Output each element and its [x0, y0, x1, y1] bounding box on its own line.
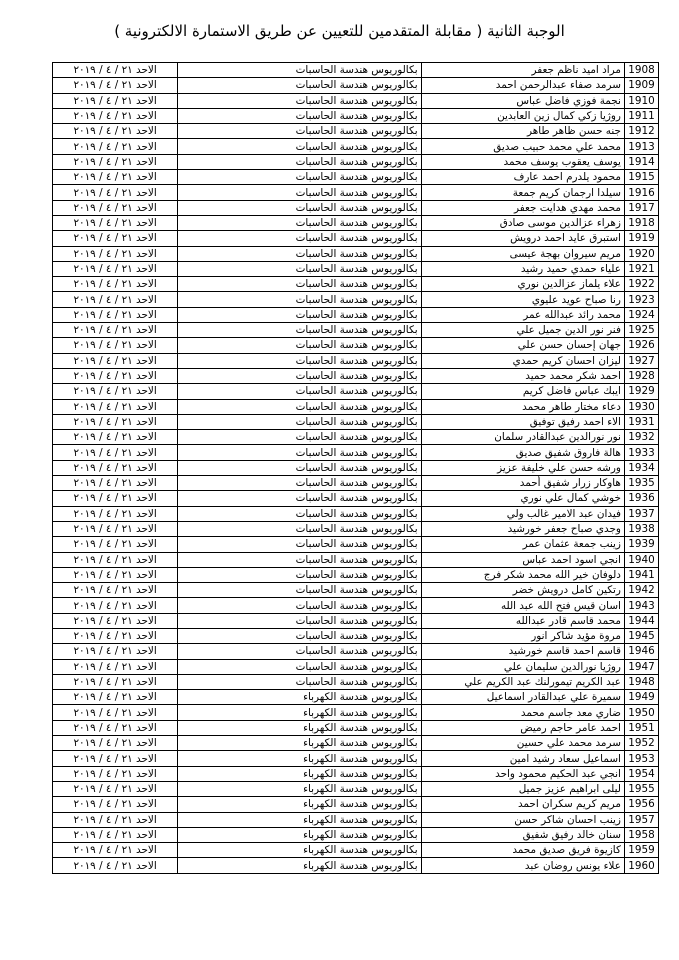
applicant-name-cell: زهراء عزالدين موسى صادق [421, 215, 624, 230]
table-row [53, 323, 659, 338]
table-row [53, 63, 659, 78]
applicant-name-cell: دلوفان خير الله محمد شكر فرج [421, 567, 624, 582]
row-number-cell: 1933 [624, 445, 658, 460]
degree-cell: بكالوريوس هندسة الحاسبات [178, 277, 421, 292]
applicant-name-cell: اسان قيس فتح الله عبد الله [421, 598, 624, 613]
table-row [53, 567, 659, 582]
interview-date-cell: الاحد ٢١ / ٤ / ٢٠١٩ [53, 537, 178, 552]
degree-cell: بكالوريوس هندسة الحاسبات [178, 368, 421, 383]
applicant-name-cell: اسماعيل سعاد رشيد امين [421, 751, 624, 766]
row-number-cell: 1938 [624, 521, 658, 536]
applicant-name-cell: قاسم احمد قاسم خورشيد [421, 644, 624, 659]
row-number-cell: 1913 [624, 139, 658, 154]
interview-date-cell: الاحد ٢١ / ٤ / ٢٠١٩ [53, 736, 178, 751]
row-number-cell: 1908 [624, 63, 658, 78]
degree-cell: بكالوريوس هندسة الكهرباء [178, 843, 421, 858]
table-row [53, 170, 659, 185]
row-number-cell: 1925 [624, 323, 658, 338]
applicant-name-cell: مريم سيروان بهجة عيسى [421, 246, 624, 261]
applicant-name-cell: روژيا نورالدين سليمان علي [421, 659, 624, 674]
table-row [53, 353, 659, 368]
row-number-cell: 1931 [624, 414, 658, 429]
interview-date-cell: الاحد ٢١ / ٤ / ٢٠١٩ [53, 827, 178, 842]
table-row [53, 277, 659, 292]
degree-cell: بكالوريوس هندسة الحاسبات [178, 246, 421, 261]
applicant-name-cell: الاء احمد رفيق توفيق [421, 414, 624, 429]
interview-date-cell: الاحد ٢١ / ٤ / ٢٠١٩ [53, 399, 178, 414]
table-row [53, 261, 659, 276]
degree-cell: بكالوريوس هندسة الحاسبات [178, 491, 421, 506]
degree-cell: بكالوريوس هندسة الحاسبات [178, 93, 421, 108]
table-row [53, 812, 659, 827]
row-number-cell: 1945 [624, 628, 658, 643]
applicant-name-cell: علياء حمدي حميد رشيد [421, 261, 624, 276]
row-number-cell: 1957 [624, 812, 658, 827]
interview-date-cell: الاحد ٢١ / ٤ / ٢٠١٩ [53, 628, 178, 643]
table-row [53, 200, 659, 215]
row-number-cell: 1950 [624, 705, 658, 720]
degree-cell: بكالوريوس هندسة الكهرباء [178, 690, 421, 705]
table-row [53, 476, 659, 491]
interview-date-cell: الاحد ٢١ / ٤ / ٢٠١٩ [53, 552, 178, 567]
row-number-cell: 1960 [624, 858, 658, 873]
row-number-cell: 1937 [624, 506, 658, 521]
interview-date-cell: الاحد ٢١ / ٤ / ٢٠١٩ [53, 124, 178, 139]
row-number-cell: 1941 [624, 567, 658, 582]
interview-date-cell: الاحد ٢١ / ٤ / ٢٠١٩ [53, 491, 178, 506]
applicant-name-cell: نور نورالدين عبدالقادر سلمان [421, 430, 624, 445]
applicant-name-cell: ليلى ابراهيم عزيز جميل [421, 781, 624, 796]
table-row [53, 766, 659, 781]
applicant-name-cell: ليزان احسان كريم حمدي [421, 353, 624, 368]
row-number-cell: 1927 [624, 353, 658, 368]
interview-date-cell: الاحد ٢١ / ٤ / ٢٠١٩ [53, 215, 178, 230]
degree-cell: بكالوريوس هندسة الحاسبات [178, 261, 421, 276]
table-row [53, 521, 659, 536]
degree-cell: بكالوريوس هندسة الكهرباء [178, 858, 421, 873]
degree-cell: بكالوريوس هندسة الحاسبات [178, 139, 421, 154]
row-number-cell: 1946 [624, 644, 658, 659]
applicant-name-cell: عبد الكريم تيمورلنك عبد الكريم علي [421, 674, 624, 689]
table-row [53, 552, 659, 567]
degree-cell: بكالوريوس هندسة الكهرباء [178, 797, 421, 812]
applicant-name-cell: وجدي صباح جعفر خورشيد [421, 521, 624, 536]
degree-cell: بكالوريوس هندسة الحاسبات [178, 445, 421, 460]
table-row [53, 384, 659, 399]
applicants-table-body [53, 63, 659, 874]
row-number-cell: 1923 [624, 292, 658, 307]
row-number-cell: 1948 [624, 674, 658, 689]
table-row [53, 843, 659, 858]
interview-date-cell: الاحد ٢١ / ٤ / ٢٠١٩ [53, 674, 178, 689]
table-row [53, 139, 659, 154]
row-number-cell: 1934 [624, 460, 658, 475]
degree-cell: بكالوريوس هندسة الحاسبات [178, 414, 421, 429]
applicant-name-cell: فنر نور الدين جميل علي [421, 323, 624, 338]
degree-cell: بكالوريوس هندسة الحاسبات [178, 552, 421, 567]
interview-date-cell: الاحد ٢١ / ٤ / ٢٠١٩ [53, 506, 178, 521]
degree-cell: بكالوريوس هندسة الكهرباء [178, 812, 421, 827]
applicant-name-cell: فيدان عبد الامير غالب ولي [421, 506, 624, 521]
row-number-cell: 1944 [624, 613, 658, 628]
table-row [53, 445, 659, 460]
degree-cell: بكالوريوس هندسة الحاسبات [178, 124, 421, 139]
interview-date-cell: الاحد ٢١ / ٤ / ٢٠١٩ [53, 261, 178, 276]
applicant-name-cell: ورشه حسن علي خليفة عزيز [421, 460, 624, 475]
table-row [53, 154, 659, 169]
applicant-name-cell: هاوكار زرار شفيق أحمد [421, 476, 624, 491]
row-number-cell: 1932 [624, 430, 658, 445]
interview-date-cell: الاحد ٢١ / ٤ / ٢٠١٩ [53, 368, 178, 383]
row-number-cell: 1928 [624, 368, 658, 383]
degree-cell: بكالوريوس هندسة الحاسبات [178, 659, 421, 674]
degree-cell: بكالوريوس هندسة الحاسبات [178, 644, 421, 659]
row-number-cell: 1920 [624, 246, 658, 261]
table-row [53, 108, 659, 123]
table-row [53, 491, 659, 506]
applicant-name-cell: محمد قاسم قادر عبدالله [421, 613, 624, 628]
applicant-name-cell: انجي اسود احمد عباس [421, 552, 624, 567]
applicant-name-cell: هالة فاروق شفيق صديق [421, 445, 624, 460]
degree-cell: بكالوريوس هندسة الحاسبات [178, 598, 421, 613]
table-row [53, 246, 659, 261]
row-number-cell: 1959 [624, 843, 658, 858]
applicant-name-cell: علاء يونس روضان عبد [421, 858, 624, 873]
table-row [53, 705, 659, 720]
row-number-cell: 1916 [624, 185, 658, 200]
table-row [53, 506, 659, 521]
degree-cell: بكالوريوس هندسة الكهرباء [178, 766, 421, 781]
degree-cell: بكالوريوس هندسة الكهرباء [178, 736, 421, 751]
applicant-name-cell: احمد عامر حاجم رميض [421, 720, 624, 735]
interview-date-cell: الاحد ٢١ / ٤ / ٢٠١٩ [53, 277, 178, 292]
degree-cell: بكالوريوس هندسة الحاسبات [178, 307, 421, 322]
row-number-cell: 1952 [624, 736, 658, 751]
table-row [53, 781, 659, 796]
interview-date-cell: الاحد ٢١ / ٤ / ٢٠١٩ [53, 170, 178, 185]
row-number-cell: 1956 [624, 797, 658, 812]
table-row [53, 736, 659, 751]
row-number-cell: 1909 [624, 78, 658, 93]
applicants-table [52, 62, 659, 874]
row-number-cell: 1949 [624, 690, 658, 705]
table-row [53, 231, 659, 246]
degree-cell: بكالوريوس هندسة الحاسبات [178, 460, 421, 475]
applicant-name-cell: سميرة علي عبدالقادر اسماعيل [421, 690, 624, 705]
interview-date-cell: الاحد ٢١ / ٤ / ٢٠١٩ [53, 460, 178, 475]
applicant-name-cell: محمد مهدي هدايت جعفر [421, 200, 624, 215]
interview-date-cell: الاحد ٢١ / ٤ / ٢٠١٩ [53, 353, 178, 368]
applicant-name-cell: سرمد محمد علي حسين [421, 736, 624, 751]
table-row [53, 460, 659, 475]
row-number-cell: 1939 [624, 537, 658, 552]
degree-cell: بكالوريوس هندسة الحاسبات [178, 353, 421, 368]
degree-cell: بكالوريوس هندسة الحاسبات [178, 430, 421, 445]
interview-date-cell: الاحد ٢١ / ٤ / ٢٠١٩ [53, 797, 178, 812]
row-number-cell: 1953 [624, 751, 658, 766]
degree-cell: بكالوريوس هندسة الحاسبات [178, 476, 421, 491]
applicant-name-cell: جنه حسن ظاهر طاهر [421, 124, 624, 139]
interview-date-cell: الاحد ٢١ / ٤ / ٢٠١٩ [53, 292, 178, 307]
degree-cell: بكالوريوس هندسة الحاسبات [178, 108, 421, 123]
applicant-name-cell: زينب جمعة عثمان عمر [421, 537, 624, 552]
degree-cell: بكالوريوس هندسة الكهرباء [178, 751, 421, 766]
interview-date-cell: الاحد ٢١ / ٤ / ٢٠١٩ [53, 567, 178, 582]
degree-cell: بكالوريوس هندسة الحاسبات [178, 537, 421, 552]
interview-date-cell: الاحد ٢١ / ٤ / ٢٠١٩ [53, 583, 178, 598]
degree-cell: بكالوريوس هندسة الحاسبات [178, 613, 421, 628]
table-row [53, 690, 659, 705]
row-number-cell: 1915 [624, 170, 658, 185]
degree-cell: بكالوريوس هندسة الحاسبات [178, 231, 421, 246]
row-number-cell: 1911 [624, 108, 658, 123]
applicant-name-cell: استبرق عايد احمد درويش [421, 231, 624, 246]
degree-cell: بكالوريوس هندسة الحاسبات [178, 521, 421, 536]
applicant-name-cell: انجي عبد الحكيم محمود واحد [421, 766, 624, 781]
interview-date-cell: الاحد ٢١ / ٤ / ٢٠١٩ [53, 384, 178, 399]
row-number-cell: 1919 [624, 231, 658, 246]
table-row [53, 430, 659, 445]
table-row [53, 338, 659, 353]
row-number-cell: 1910 [624, 93, 658, 108]
degree-cell: بكالوريوس هندسة الحاسبات [178, 63, 421, 78]
table-row [53, 674, 659, 689]
row-number-cell: 1917 [624, 200, 658, 215]
degree-cell: بكالوريوس هندسة الكهرباء [178, 705, 421, 720]
applicant-name-cell: ضاري معد جاسم محمد [421, 705, 624, 720]
interview-date-cell: الاحد ٢١ / ٤ / ٢٠١٩ [53, 781, 178, 796]
applicant-name-cell: نجمة فوزي فاضل عباس [421, 93, 624, 108]
table-row [53, 292, 659, 307]
degree-cell: بكالوريوس هندسة الحاسبات [178, 200, 421, 215]
applicant-name-cell: محمد رائد عبدالله عمر [421, 307, 624, 322]
degree-cell: بكالوريوس هندسة الحاسبات [178, 292, 421, 307]
interview-date-cell: الاحد ٢١ / ٤ / ٢٠١٩ [53, 307, 178, 322]
applicant-name-cell: ايبك عباس فاضل كريم [421, 384, 624, 399]
interview-date-cell: الاحد ٢١ / ٤ / ٢٠١٩ [53, 445, 178, 460]
degree-cell: بكالوريوس هندسة الحاسبات [178, 185, 421, 200]
interview-date-cell: الاحد ٢١ / ٤ / ٢٠١٩ [53, 659, 178, 674]
table-row [53, 659, 659, 674]
interview-date-cell: الاحد ٢١ / ٤ / ٢٠١٩ [53, 63, 178, 78]
degree-cell: بكالوريوس هندسة الحاسبات [178, 323, 421, 338]
applicant-name-cell: سرمد صفاء عبدالرحمن احمد [421, 78, 624, 93]
degree-cell: بكالوريوس هندسة الحاسبات [178, 154, 421, 169]
interview-date-cell: الاحد ٢١ / ٤ / ٢٠١٩ [53, 185, 178, 200]
table-row [53, 858, 659, 873]
table-row [53, 644, 659, 659]
applicant-name-cell: خوشي كمال علي نوري [421, 491, 624, 506]
applicant-name-cell: سيلدا ارجمان كريم جمعة [421, 185, 624, 200]
interview-date-cell: الاحد ٢١ / ٤ / ٢٠١٩ [53, 154, 178, 169]
row-number-cell: 1912 [624, 124, 658, 139]
applicant-name-cell: زينب احسان شاكر حسن [421, 812, 624, 827]
interview-date-cell: الاحد ٢١ / ٤ / ٢٠١٩ [53, 521, 178, 536]
applicant-name-cell: جهان إحسان حسن علي [421, 338, 624, 353]
row-number-cell: 1935 [624, 476, 658, 491]
degree-cell: بكالوريوس هندسة الكهرباء [178, 720, 421, 735]
table-row [53, 399, 659, 414]
applicant-name-cell: يوسف يعقوب يوسف محمد [421, 154, 624, 169]
interview-date-cell: الاحد ٢١ / ٤ / ٢٠١٩ [53, 323, 178, 338]
applicant-name-cell: محمود يلدرم احمد عارف [421, 170, 624, 185]
interview-date-cell: الاحد ٢١ / ٤ / ٢٠١٩ [53, 751, 178, 766]
applicant-name-cell: مراد اميد ناظم جعفر [421, 63, 624, 78]
applicant-name-cell: احمد شكر محمد حميد [421, 368, 624, 383]
table-row [53, 598, 659, 613]
interview-date-cell: الاحد ٢١ / ٤ / ٢٠١٩ [53, 93, 178, 108]
applicant-name-cell: محمد علي محمد حبيب صديق [421, 139, 624, 154]
applicant-name-cell: سنان خالد رفيق شفيق [421, 827, 624, 842]
interview-date-cell: الاحد ٢١ / ٤ / ٢٠١٩ [53, 231, 178, 246]
row-number-cell: 1955 [624, 781, 658, 796]
interview-date-cell: الاحد ٢١ / ٤ / ٢٠١٩ [53, 705, 178, 720]
row-number-cell: 1921 [624, 261, 658, 276]
row-number-cell: 1914 [624, 154, 658, 169]
row-number-cell: 1947 [624, 659, 658, 674]
interview-date-cell: الاحد ٢١ / ٤ / ٢٠١٩ [53, 766, 178, 781]
degree-cell: بكالوريوس هندسة الحاسبات [178, 399, 421, 414]
degree-cell: بكالوريوس هندسة الحاسبات [178, 78, 421, 93]
row-number-cell: 1922 [624, 277, 658, 292]
degree-cell: بكالوريوس هندسة الحاسبات [178, 170, 421, 185]
row-number-cell: 1926 [624, 338, 658, 353]
degree-cell: بكالوريوس هندسة الحاسبات [178, 567, 421, 582]
row-number-cell: 1924 [624, 307, 658, 322]
row-number-cell: 1943 [624, 598, 658, 613]
interview-date-cell: الاحد ٢١ / ٤ / ٢٠١٩ [53, 613, 178, 628]
interview-date-cell: الاحد ٢١ / ٤ / ٢٠١٩ [53, 812, 178, 827]
degree-cell: بكالوريوس هندسة الحاسبات [178, 674, 421, 689]
interview-date-cell: الاحد ٢١ / ٤ / ٢٠١٩ [53, 476, 178, 491]
table-row [53, 215, 659, 230]
degree-cell: بكالوريوس هندسة الحاسبات [178, 583, 421, 598]
row-number-cell: 1918 [624, 215, 658, 230]
page-title: الوجبة الثانية ( مقابلة المتقدمين للتعيين عن طريق الاستمارة الالكترونية ) [114, 22, 565, 40]
table-row [53, 751, 659, 766]
degree-cell: بكالوريوس هندسة الحاسبات [178, 215, 421, 230]
interview-date-cell: الاحد ٢١ / ٤ / ٢٠١٩ [53, 414, 178, 429]
interview-date-cell: الاحد ٢١ / ٤ / ٢٠١٩ [53, 338, 178, 353]
row-number-cell: 1929 [624, 384, 658, 399]
applicant-name-cell: روژيا زكي كمال زين العابدين [421, 108, 624, 123]
applicant-name-cell: دعاء مختار طاهر محمد [421, 399, 624, 414]
applicant-name-cell: رنا صباح عويد عليوي [421, 292, 624, 307]
table-row [53, 185, 659, 200]
degree-cell: بكالوريوس هندسة الحاسبات [178, 628, 421, 643]
row-number-cell: 1942 [624, 583, 658, 598]
interview-date-cell: الاحد ٢١ / ٤ / ٢٠١٩ [53, 843, 178, 858]
interview-date-cell: الاحد ٢١ / ٤ / ٢٠١٩ [53, 246, 178, 261]
table-row [53, 613, 659, 628]
table-row [53, 537, 659, 552]
interview-date-cell: الاحد ٢١ / ٤ / ٢٠١٩ [53, 108, 178, 123]
interview-date-cell: الاحد ٢١ / ٤ / ٢٠١٩ [53, 78, 178, 93]
interview-date-cell: الاحد ٢١ / ٤ / ٢٠١٩ [53, 139, 178, 154]
table-row [53, 583, 659, 598]
interview-date-cell: الاحد ٢١ / ٤ / ٢٠١٩ [53, 690, 178, 705]
interview-date-cell: الاحد ٢١ / ٤ / ٢٠١٩ [53, 644, 178, 659]
table-row [53, 414, 659, 429]
table-row [53, 124, 659, 139]
row-number-cell: 1958 [624, 827, 658, 842]
row-number-cell: 1930 [624, 399, 658, 414]
degree-cell: بكالوريوس هندسة الكهرباء [178, 781, 421, 796]
table-row [53, 78, 659, 93]
interview-date-cell: الاحد ٢١ / ٤ / ٢٠١٩ [53, 720, 178, 735]
row-number-cell: 1951 [624, 720, 658, 735]
degree-cell: بكالوريوس هندسة الحاسبات [178, 338, 421, 353]
table-row [53, 628, 659, 643]
applicant-name-cell: مروة مؤيد شاكر انور [421, 628, 624, 643]
table-row [53, 827, 659, 842]
applicant-name-cell: رتكين كامل درويش خضر [421, 583, 624, 598]
table-row [53, 797, 659, 812]
applicant-name-cell: كازيوة فريق صديق محمد [421, 843, 624, 858]
interview-date-cell: الاحد ٢١ / ٤ / ٢٠١٩ [53, 598, 178, 613]
table-row [53, 93, 659, 108]
table-row [53, 720, 659, 735]
row-number-cell: 1954 [624, 766, 658, 781]
applicant-name-cell: مريم كريم سكران احمد [421, 797, 624, 812]
table-row [53, 368, 659, 383]
degree-cell: بكالوريوس هندسة الحاسبات [178, 506, 421, 521]
row-number-cell: 1940 [624, 552, 658, 567]
interview-date-cell: الاحد ٢١ / ٤ / ٢٠١٩ [53, 430, 178, 445]
interview-date-cell: الاحد ٢١ / ٤ / ٢٠١٩ [53, 200, 178, 215]
table-row [53, 307, 659, 322]
degree-cell: بكالوريوس هندسة الكهرباء [178, 827, 421, 842]
interview-date-cell: الاحد ٢١ / ٤ / ٢٠١٩ [53, 858, 178, 873]
degree-cell: بكالوريوس هندسة الحاسبات [178, 384, 421, 399]
row-number-cell: 1936 [624, 491, 658, 506]
applicant-name-cell: علاء يلماز عزالدين نوري [421, 277, 624, 292]
